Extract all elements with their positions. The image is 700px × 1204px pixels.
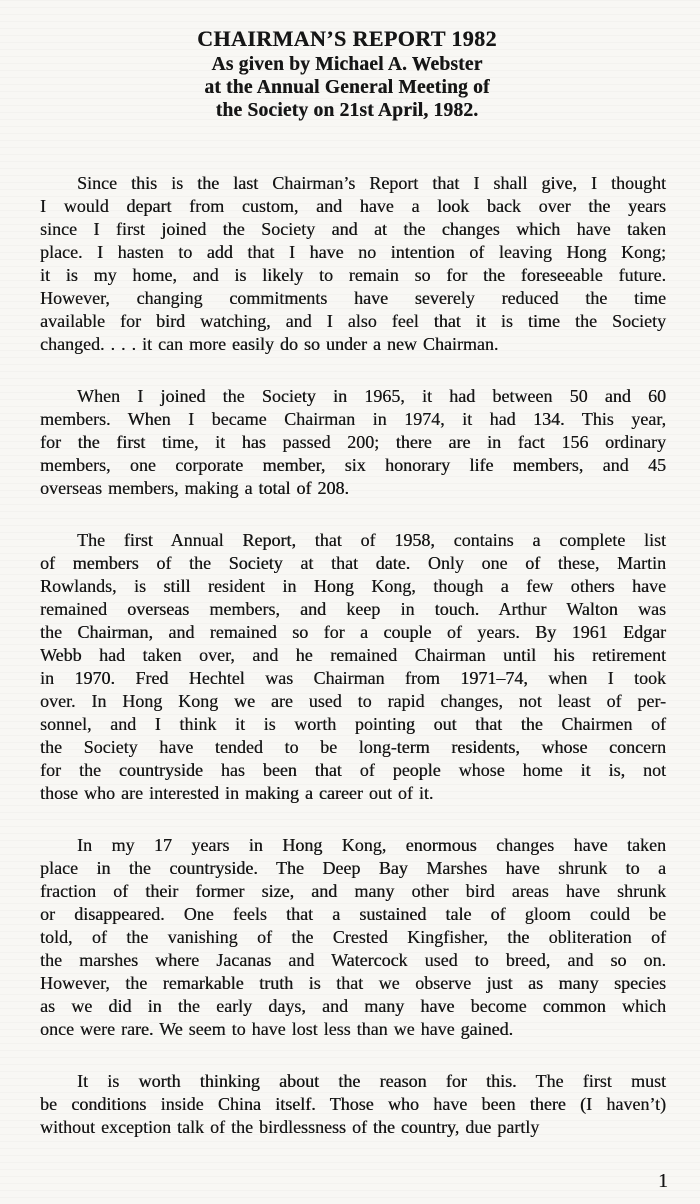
- report-body: [40, 172, 666, 1139]
- text-line: for the countryside has been that of people whose home it is, not: [40, 760, 666, 780]
- text-line: sonnel, and I think it is worth pointing out that the Chairmen of: [40, 714, 666, 734]
- text-line: In my 17 years in Hong Kong, enormous changes have taken: [77, 835, 666, 855]
- text-line: changed. . . . it can more easily do so under a new Chairman.: [40, 334, 499, 354]
- page-number: 1: [658, 1170, 668, 1192]
- report-subtitle: [0, 53, 694, 122]
- text-line: I would depart from custom, and have a look back over the years: [40, 196, 666, 216]
- text-line: overseas members, making a total of 208.: [40, 478, 349, 498]
- text-line: fraction of their former size, and many other bird areas have shrunk: [40, 881, 666, 901]
- text-line: over. In Hong Kong we are used to rapid changes, not least of per-: [40, 691, 666, 711]
- text-line: members. When I became Chairman in 1974, it had 134. This year,: [40, 409, 666, 429]
- text-line: When I joined the Society in 1965, it had between 50 and 60: [77, 386, 666, 406]
- text-line: those who are interested in making a career out of it.: [40, 783, 434, 803]
- text-line: told, of the vanishing of the Crested Kingfisher, the obliteration of: [40, 927, 666, 947]
- text-line: once were rare. We seem to have lost less than we have gained.: [40, 1019, 514, 1039]
- text-line: Webb had taken over, and he remained Chairman until his retirement: [40, 645, 666, 665]
- text-line: the marshes where Jacanas and Watercock used to breed, and so on.: [40, 950, 666, 970]
- text-line: members, one corporate member, six honorary life members, and 45: [40, 455, 666, 475]
- text-line: the Society have tended to be long-term residents, whose concern: [40, 737, 666, 757]
- text-line: available for bird watching, and I also feel that it is time the Society: [40, 311, 666, 331]
- paragraph: [40, 1070, 666, 1139]
- text-line: place. I hasten to add that I have no intention of leaving Hong Kong;: [40, 242, 666, 262]
- text-line: Since this is the last Chairman’s Report that I shall give, I thought: [77, 173, 666, 193]
- text-line: However, changing commitments have severely reduced the time: [40, 288, 666, 308]
- text-line: as we did in the early days, and many have become common which: [40, 996, 666, 1016]
- paragraph: [40, 385, 666, 500]
- text-line: in 1970. Fred Hechtel was Chairman from 1971–74, when I took: [40, 668, 666, 688]
- text-line: or disappeared. One feels that a sustained tale of gloom could be: [40, 904, 666, 924]
- text-line: the Chairman, and remained so for a couple of years. By 1961 Edgar: [40, 622, 666, 642]
- text-line: Rowlands, is still resident in Hong Kong, though a few others have: [40, 576, 666, 596]
- paragraph: [40, 529, 666, 805]
- paragraph: [40, 834, 666, 1041]
- report-subtitle-line: the Society on 21st April, 1982.: [215, 100, 479, 121]
- report-title: CHAIRMAN’S REPORT 1982: [197, 26, 497, 51]
- text-line: The first Annual Report, that of 1958, contains a complete list: [77, 530, 666, 550]
- text-line: It is worth thinking about the reason for this. The first must: [77, 1071, 666, 1091]
- text-line: However, the remarkable truth is that we observe just as many species: [40, 973, 666, 993]
- text-line: of members of the Society at that date. Only one of these, Martin: [40, 553, 666, 573]
- report-header: [0, 27, 694, 122]
- text-line: for the first time, it has passed 200; there are in fact 156 ordinary: [40, 432, 666, 452]
- paragraph: [40, 172, 666, 356]
- text-line: it is my home, and is likely to remain so for the foreseeable future.: [40, 265, 666, 285]
- report-subtitle-line: at the Annual General Meeting of: [204, 77, 490, 98]
- text-line: place in the countryside. The Deep Bay Marshes have shrunk to a: [40, 858, 666, 878]
- report-subtitle-line: As given by Michael A. Webster: [211, 54, 483, 75]
- text-line: without exception talk of the birdlessness of the country, due partly: [40, 1117, 540, 1137]
- text-line: remained overseas members, and keep in touch. Arthur Walton was: [40, 599, 666, 619]
- text-line: be conditions inside China itself. Those who have been there (I haven’t): [40, 1094, 666, 1114]
- text-line: since I first joined the Society and at the changes which have taken: [40, 219, 666, 239]
